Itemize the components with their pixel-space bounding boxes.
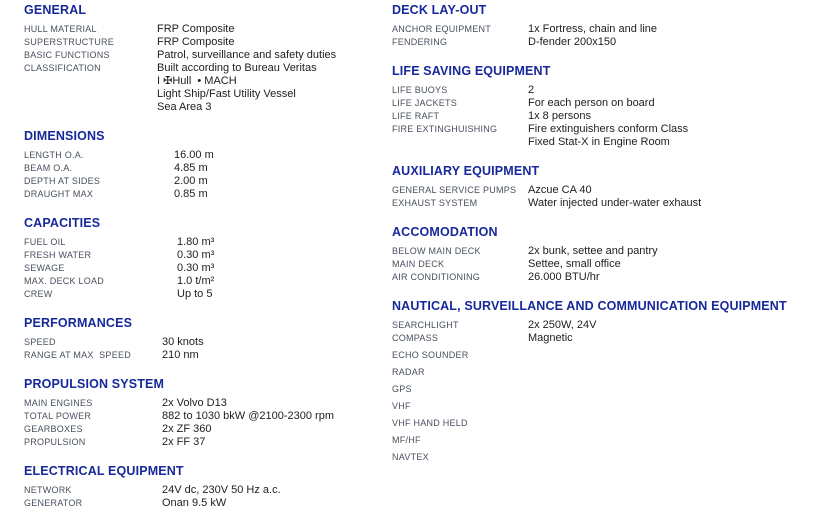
- spec-value-line: 2x Volvo D13: [162, 397, 227, 409]
- spec-value-line: Settee, small office: [528, 258, 621, 270]
- section-life-saving-equipment: [392, 64, 830, 149]
- spec-value: [528, 413, 830, 426]
- spec-value-line: 24V dc, 230V 50 Hz a.c.: [162, 484, 281, 496]
- spec-value-line: Onan 9.5 kW: [162, 497, 227, 509]
- spec-value-line: 30 knots: [162, 336, 204, 348]
- spec-value: [528, 258, 830, 271]
- spec-row: [392, 332, 830, 345]
- spec-row: [392, 362, 830, 379]
- spec-row: [24, 349, 392, 362]
- spec-row: [392, 36, 830, 49]
- section-electrical-equipment: [24, 464, 392, 510]
- section-title: NAUTICAL, SURVEILLANCE AND COMMUNICATION EQUIPMENT: [392, 299, 787, 313]
- spec-value-line: 0.30 m³: [177, 249, 215, 261]
- spec-value: [528, 430, 830, 443]
- spec-value: [528, 23, 830, 36]
- spec-value: [157, 149, 392, 162]
- spec-label: GENERAL SERVICE PUMPS: [392, 185, 517, 195]
- spec-value-line: 2x FF 37: [162, 436, 206, 448]
- spec-row: [392, 319, 830, 332]
- spec-value: [157, 436, 392, 449]
- spec-value: [528, 97, 830, 110]
- spec-label: NETWORK: [24, 485, 72, 495]
- section-accomodation: [392, 225, 830, 284]
- spec-row: [24, 249, 392, 262]
- section-title: PROPULSION SYSTEM: [24, 377, 165, 391]
- spec-row: [392, 271, 830, 284]
- spec-label: COMPASS: [392, 333, 439, 343]
- section-deck-lay-out: [392, 3, 830, 49]
- spec-row: [392, 430, 830, 447]
- spec-row: [24, 288, 392, 301]
- spec-value-line: 1.0 t/m²: [177, 275, 215, 287]
- spec-value: [157, 275, 392, 288]
- spec-row: [24, 49, 392, 62]
- spec-value: [528, 36, 830, 49]
- spec-value-line: 0.85 m: [174, 188, 208, 200]
- spec-value: [157, 236, 392, 249]
- spec-label: CLASSIFICATION: [24, 63, 101, 73]
- spec-label: LENGTH O.A.: [24, 150, 84, 160]
- spec-row: [392, 413, 830, 430]
- spec-value: [157, 262, 392, 275]
- spec-row: [392, 123, 830, 149]
- spec-value: [528, 379, 830, 392]
- spec-value-line: 26.000 BTU/hr: [528, 271, 600, 283]
- spec-label: VHF HAND HELD: [392, 418, 468, 428]
- spec-label: FRESH WATER: [24, 250, 92, 260]
- spec-value-line: FRP Composite: [157, 23, 235, 35]
- spec-value: [528, 184, 830, 197]
- section-auxiliary-equipment: [392, 164, 830, 210]
- section-title: CAPACITIES: [24, 216, 101, 230]
- section-title: DIMENSIONS: [24, 129, 105, 143]
- spec-row: [392, 379, 830, 396]
- spec-value-line: For each person on board: [528, 97, 655, 109]
- spec-value: [157, 188, 392, 201]
- spec-value-line: 2: [528, 84, 535, 96]
- spec-label: TOTAL POWER: [24, 411, 92, 421]
- spec-value: [528, 447, 830, 460]
- spec-label: FENDERING: [392, 37, 448, 47]
- spec-value-line: 16.00 m: [174, 149, 214, 161]
- section-title: ELECTRICAL EQUIPMENT: [24, 464, 184, 478]
- spec-label: MAIN DECK: [392, 259, 445, 269]
- spec-row: [392, 184, 830, 197]
- spec-row: [392, 197, 830, 210]
- spec-label: PROPULSION: [24, 437, 86, 447]
- spec-label: NAVTEX: [392, 452, 429, 462]
- spec-value-line: Fixed Stat-X in Engine Room: [528, 136, 670, 148]
- spec-row: [24, 162, 392, 175]
- spec-value-line: Azcue CA 40: [528, 184, 592, 196]
- spec-value: [157, 484, 392, 497]
- spec-value: [528, 245, 830, 258]
- spec-value-line: 4.85 m: [174, 162, 208, 174]
- spec-label: RADAR: [392, 367, 425, 377]
- section-performances: [24, 316, 392, 362]
- spec-label: VHF: [392, 401, 411, 411]
- spec-value-line: Magnetic: [528, 332, 573, 344]
- spec-value-line: 210 nm: [162, 349, 199, 361]
- spec-value-line: 882 to 1030 bkW @2100-2300 rpm: [162, 410, 334, 422]
- section-title: PERFORMANCES: [24, 316, 133, 330]
- spec-label: LIFE JACKETS: [392, 98, 458, 108]
- spec-value-line: 1x 8 persons: [528, 110, 591, 122]
- spec-value: [157, 336, 392, 349]
- spec-value-line: 1.80 m³: [177, 236, 215, 248]
- spec-value: [157, 49, 392, 62]
- spec-value: [528, 197, 830, 210]
- section-general: [24, 3, 392, 114]
- spec-label: GPS: [392, 384, 412, 394]
- spec-label: ECHO SOUNDER: [392, 350, 469, 360]
- spec-row: [392, 23, 830, 36]
- spec-value: [528, 271, 830, 284]
- spec-label: DRAUGHT MAX: [24, 189, 94, 199]
- section-dimensions: [24, 129, 392, 201]
- spec-value: [157, 410, 392, 423]
- spec-value: [528, 345, 830, 358]
- spec-label: BASIC FUNCTIONS: [24, 50, 110, 60]
- spec-value-line: 2x bunk, settee and pantry: [528, 245, 658, 257]
- spec-value-line: 0.30 m³: [177, 262, 215, 274]
- spec-label: MAX. DECK LOAD: [24, 276, 105, 286]
- spec-value-line: Patrol, surveillance and safety duties: [157, 49, 337, 61]
- spec-row: [24, 262, 392, 275]
- spec-value-line: Sea Area 3: [157, 101, 212, 113]
- spec-value: [157, 162, 392, 175]
- spec-value: [157, 23, 392, 36]
- spec-label: MF/HF: [392, 435, 421, 445]
- spec-label: FIRE EXTINGHUISHING: [392, 124, 498, 134]
- spec-label: GEARBOXES: [24, 424, 83, 434]
- spec-value: [528, 332, 830, 345]
- spec-row: [392, 345, 830, 362]
- spec-value-line: Light Ship/Fast Utility Vessel: [157, 88, 296, 100]
- spec-value-line: I ✠Hull • MACH: [157, 75, 237, 87]
- section-title: ACCOMODATION: [392, 225, 498, 239]
- right-column: [392, 3, 830, 515]
- spec-row: [392, 245, 830, 258]
- spec-row: [24, 188, 392, 201]
- spec-label: BEAM O.A.: [24, 163, 73, 173]
- spec-row: [392, 447, 830, 464]
- section-propulsion-system: [24, 377, 392, 449]
- spec-label: FUEL OIL: [24, 237, 66, 247]
- spec-value-line: D-fender 200x150: [528, 36, 617, 48]
- section-title: AUXILIARY EQUIPMENT: [392, 164, 540, 178]
- spec-value: [528, 396, 830, 409]
- spec-value: [157, 288, 392, 301]
- spec-row: [24, 149, 392, 162]
- section-title: GENERAL: [24, 3, 87, 17]
- spec-label: GENERATOR: [24, 498, 83, 508]
- spec-label: LIFE RAFT: [392, 111, 440, 121]
- spec-value-line: Up to 5: [177, 288, 213, 300]
- spec-value-line: 2.00 m: [174, 175, 208, 187]
- spec-row: [24, 436, 392, 449]
- spec-row: [392, 110, 830, 123]
- spec-row: [392, 84, 830, 97]
- spec-value: [157, 62, 392, 114]
- spec-label: MAIN ENGINES: [24, 398, 93, 408]
- section-title: LIFE SAVING EQUIPMENT: [392, 64, 551, 78]
- spec-value: [157, 175, 392, 188]
- spec-value-line: FRP Composite: [157, 36, 235, 48]
- spec-label: LIFE BUOYS: [392, 85, 448, 95]
- section-title: DECK LAY-OUT: [392, 3, 487, 17]
- spec-label: HULL MATERIAL: [24, 24, 97, 34]
- spec-value: [528, 123, 830, 149]
- spec-row: [24, 336, 392, 349]
- spec-label: EXHAUST SYSTEM: [392, 198, 478, 208]
- spec-value: [157, 249, 392, 262]
- spec-value-line: 2x ZF 360: [162, 423, 212, 435]
- spec-value: [157, 397, 392, 410]
- spec-row: [24, 423, 392, 436]
- spec-value: [157, 497, 392, 510]
- spec-row: [24, 275, 392, 288]
- section-capacities: [24, 216, 392, 301]
- spec-value: [157, 423, 392, 436]
- spec-label: RANGE AT MAX SPEED: [24, 350, 131, 360]
- spec-label: DEPTH AT SIDES: [24, 176, 101, 186]
- spec-row: [24, 410, 392, 423]
- spec-label: BELOW MAIN DECK: [392, 246, 481, 256]
- spec-value-line: Built according to Bureau Veritas: [157, 62, 317, 74]
- spec-value: [528, 110, 830, 123]
- spec-row: [392, 97, 830, 110]
- spec-label: AIR CONDITIONING: [392, 272, 481, 282]
- spec-row: [24, 23, 392, 36]
- spec-value-line: Fire extinguishers conform Class: [528, 123, 689, 135]
- spec-value: [528, 84, 830, 97]
- spec-label: SUPERSTRUCTURE: [24, 37, 115, 47]
- spec-value-line: 1x Fortress, chain and line: [528, 23, 658, 35]
- spec-value-line: Water injected under-water exhaust: [528, 197, 702, 209]
- spec-label: SEWAGE: [24, 263, 65, 273]
- spec-value: [157, 349, 392, 362]
- section-nautical-surveillance-and-communication-equipment: [392, 299, 830, 464]
- spec-row: [24, 497, 392, 510]
- spec-label: ANCHOR EQUIPMENT: [392, 24, 492, 34]
- spec-row: [392, 396, 830, 413]
- spec-row: [24, 397, 392, 410]
- spec-row: [24, 62, 392, 114]
- left-column: [24, 3, 392, 515]
- spec-value: [528, 362, 830, 375]
- spec-value: [528, 319, 830, 332]
- spec-value-line: 2x 250W, 24V: [528, 319, 597, 331]
- spec-row: [24, 236, 392, 249]
- spec-row: [24, 36, 392, 49]
- spec-row: [24, 484, 392, 497]
- spec-value: [157, 36, 392, 49]
- spec-label: SEARCHLIGHT: [392, 320, 459, 330]
- spec-row: [392, 258, 830, 271]
- spec-row: [24, 175, 392, 188]
- spec-label: CREW: [24, 289, 53, 299]
- spec-label: SPEED: [24, 337, 56, 347]
